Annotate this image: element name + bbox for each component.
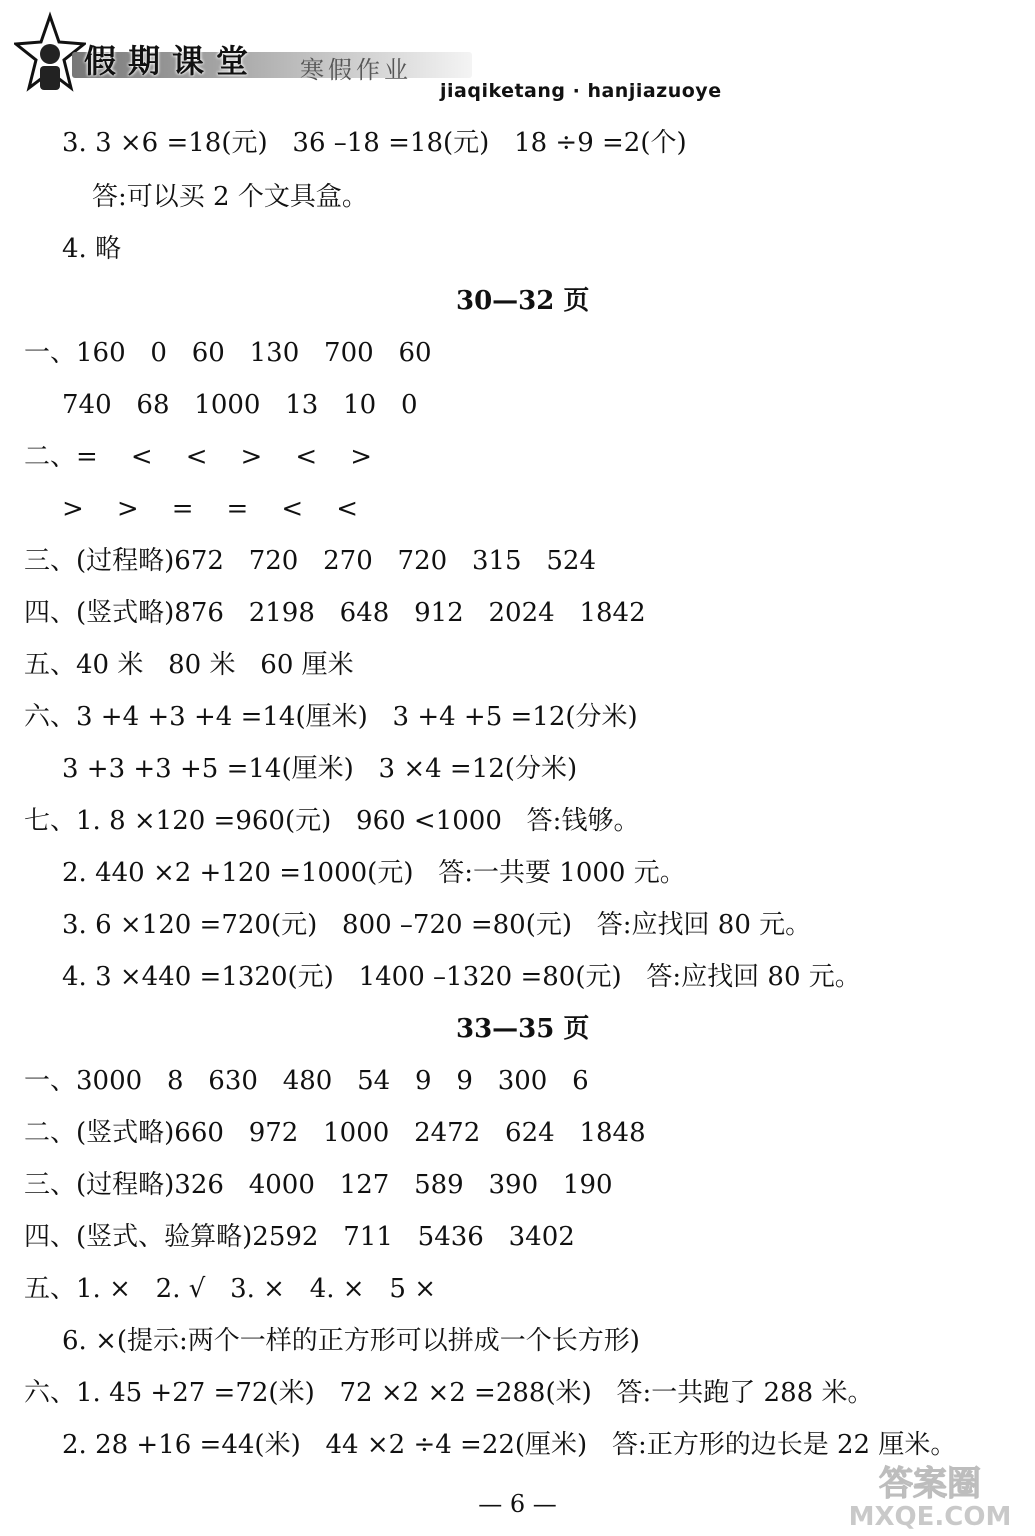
answer-line: 3. 6 ×120 =720(元) 800 –720 =80(元) 答:应找回 80 元。 bbox=[62, 910, 812, 940]
section-title: 33—35 页 bbox=[456, 1014, 590, 1044]
answer-line: 一、3000 8 630 480 54 9 9 300 6 bbox=[24, 1066, 589, 1096]
answer-line: 一、160 0 60 130 700 60 bbox=[24, 338, 432, 368]
watermark-text: 答案圈 bbox=[879, 1464, 981, 1504]
brand-pinyin: jiaqiketang · hanjiazuoye bbox=[440, 80, 722, 102]
brand-subtitle: 寒假作业 bbox=[300, 56, 412, 84]
answer-line: 四、(竖式略)876 2198 648 912 2024 1842 bbox=[24, 598, 646, 628]
answer-line: 3. 3 ×6 =18(元) 36 –18 =18(元) 18 ÷9 =2(个) bbox=[62, 128, 687, 158]
answer-line: 六、1. 45 +27 =72(米) 72 ×2 ×2 =288(米) 答:一共跑了 288 米。 bbox=[24, 1378, 874, 1408]
answer-line: 五、40 米 80 米 60 厘米 bbox=[24, 650, 354, 680]
answer-line: 4. 略 bbox=[62, 234, 122, 264]
answer-line: 七、1. 8 ×120 =960(元) 960 <1000 答:钱够。 bbox=[24, 806, 640, 836]
brand-title: 假期课堂 bbox=[84, 42, 261, 80]
answer-line: 740 68 1000 13 10 0 bbox=[62, 390, 418, 420]
watermark-logo bbox=[830, 1455, 1025, 1533]
answer-line: 答:可以买 2 个文具盒。 bbox=[92, 182, 368, 212]
answer-line: 三、(过程略)326 4000 127 589 390 190 bbox=[24, 1170, 613, 1200]
answer-line: 3 +3 +3 +5 =14(厘米) 3 ×4 =12(分米) bbox=[62, 754, 578, 784]
answer-line: 三、(过程略)672 720 270 720 315 524 bbox=[24, 546, 597, 576]
answer-line: 六、3 +4 +3 +4 =14(厘米) 3 +4 +5 =12(分米) bbox=[24, 702, 638, 732]
answer-line: 二、= < < > < > bbox=[24, 442, 373, 472]
answer-line: 2. 28 +16 =44(米) 44 ×2 ÷4 =22(厘米) 答:正方形的边长是 22 厘米。 bbox=[62, 1430, 957, 1460]
answer-line: 2. 440 ×2 +120 =1000(元) 答:一共要 1000 元。 bbox=[62, 858, 686, 888]
answer-line: > > = = < < bbox=[62, 494, 359, 524]
answer-line: 五、1. × 2. √ 3. × 4. × 5 × bbox=[24, 1274, 436, 1304]
watermark-url: MXQE.COM bbox=[848, 1502, 1012, 1532]
answer-line: 二、(竖式略)660 972 1000 2472 624 1848 bbox=[24, 1118, 646, 1148]
answer-line: 4. 3 ×440 =1320(元) 1400 –1320 =80(元) 答:应找回 80 元。 bbox=[62, 962, 861, 992]
answer-line: 6. ×(提示:两个一样的正方形可以拼成一个长方形) bbox=[62, 1326, 640, 1356]
answer-line: 四、(竖式、验算略)2592 711 5436 3402 bbox=[24, 1222, 575, 1252]
page-number: — 6 — bbox=[478, 1490, 557, 1518]
section-title: 30—32 页 bbox=[456, 286, 590, 316]
page-header bbox=[0, 0, 1035, 110]
